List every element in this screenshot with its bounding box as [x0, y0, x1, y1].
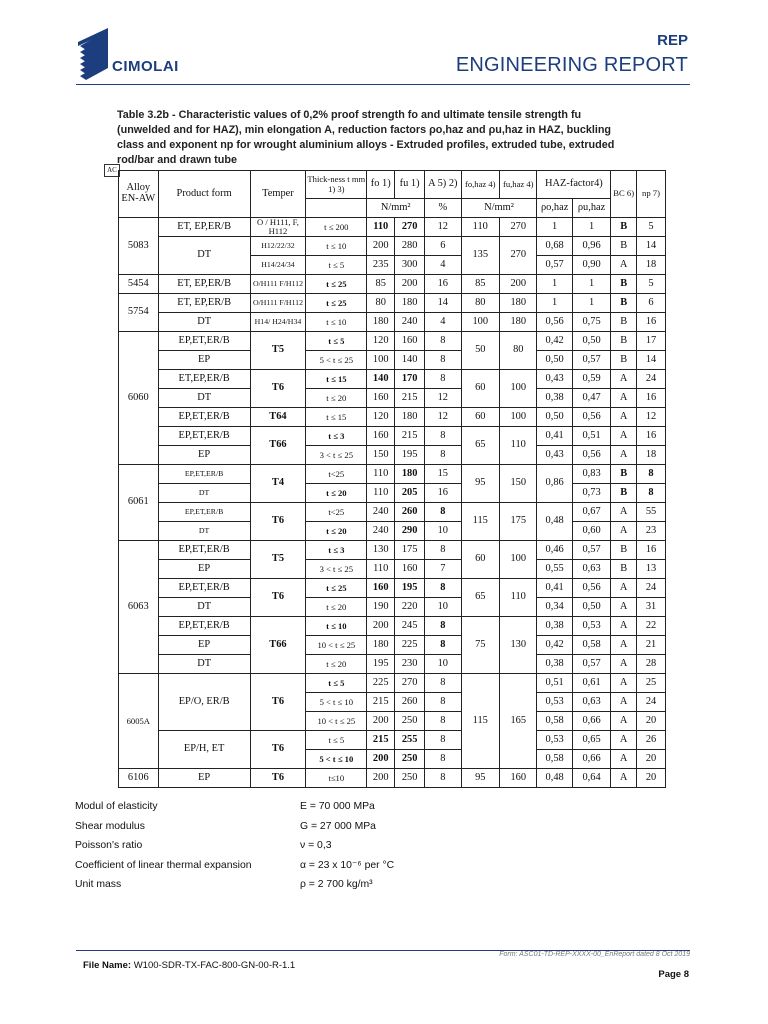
property-label: Modul of elasticity [75, 801, 158, 812]
col-fo: fo 1) [367, 171, 395, 199]
table-row: DT t ≤ 20 160 215 12 0,38 0,47 A 16 [119, 389, 666, 408]
logo-mark-icon [78, 28, 138, 84]
table-row: DT t ≤ 20 190 220 10 0,34 0,50 A 31 [119, 598, 666, 617]
table-row: H14/24/34 t ≤ 5 235 300 4 0,57 0,90 A 18 [119, 256, 666, 275]
report-title: ENGINEERING REPORT [455, 54, 688, 76]
property-value: α = 23 x 10⁻⁶ per °C [300, 859, 395, 871]
unit-nmm2-haz: N/mm² [461, 199, 537, 218]
col-bc: BC 6) [611, 171, 637, 218]
table-row: EP 5 < t ≤ 25 100 140 8 0,50 0,57 B 14 [119, 351, 666, 370]
property-label: Coefficient of linear thermal expansion [75, 859, 252, 871]
property-value: ν = 0,3 [300, 840, 332, 851]
col-haz-factor: HAZ-factor4) [537, 171, 611, 199]
table-row: 10 < t ≤ 25 200 250 8 0,58 0,66 A 20 [119, 712, 666, 731]
table-row: DT H12/22/32 t ≤ 10 200 280 6 135 270 0,68 0,96 B 14 [119, 237, 666, 256]
page-number: Page 8 [658, 969, 689, 980]
alloy-cell: 6061 [119, 465, 159, 541]
amendment-marker: AC [104, 164, 120, 177]
property-row [75, 836, 595, 856]
alloy-cell: 6063 [119, 541, 159, 674]
table-row: 5083 ET, EP,ER/B O / H111, F, H112 t ≤ 200 110 270 12 110 270 1 1 B 5 [119, 218, 666, 237]
table-row: EP 10 < t ≤ 25 180 225 8 0,42 0,58 A 21 [119, 636, 666, 655]
table-row: EP,ET,ER/B T6 t ≤ 25 160 195 8 65 110 0,41 0,56 A 24 [119, 579, 666, 598]
form-reference: Form: ASC01-TD-REP-XXXX-00_EnReport dated 8 Oct 2019 [499, 951, 690, 958]
logo-text: CIMOLAI [112, 58, 179, 75]
property-label: Poisson's ratio [75, 840, 143, 851]
table-row: DT t ≤ 20 240 290 10 0,60 A 23 [119, 522, 666, 541]
table-row: EP 3 < t ≤ 25 110 160 7 0,55 0,63 B 13 [119, 560, 666, 579]
alloy-properties-table [118, 170, 666, 788]
file-name-label: File Name: [83, 960, 134, 971]
table-row: 5454 ET, EP,ER/B O/H111 F/H112 t ≤ 25 85 200 16 85 200 1 1 B 5 [119, 275, 666, 294]
property-row [75, 856, 595, 876]
file-name-value: W100-SDR-TX-FAC-800-GN-00-R-1.1 [133, 960, 296, 971]
table-row: EP,ET,ER/B T66 t ≤ 10 200 245 8 75 130 0,38 0,53 A 22 [119, 617, 666, 636]
col-rho-u-haz: ρu,haz [572, 199, 611, 218]
unit-nmm2: N/mm² [367, 199, 425, 218]
table-caption: Table 3.2b - Characteristic values of 0,2% proof strength fo and ultimate tensile strength fu (unwelded and for HAZ), min elongation A, reduction factors ρo,haz and ρu,haz in HAZ, buckling class and exponent np for wrought aluminium alloys - Extruded profiles, extruded tube, extruded rod/bar and drawn tube [117, 109, 615, 166]
unit-percent: % [425, 199, 461, 218]
alloy-cell: 5454 [119, 275, 159, 294]
table-row: 6106 EP T6 t≤10 200 250 8 95 160 0,48 0,64 A 20 [119, 769, 666, 788]
col-fu-haz: fu,haz 4) [500, 171, 537, 199]
file-name [83, 960, 295, 971]
col-fu: fu 1) [395, 171, 425, 199]
alloy-cell: 5083 [119, 218, 159, 275]
table-row: DT t ≤ 20 110 205 16 0,73 B 8 [119, 484, 666, 503]
alloy-cell: 5754 [119, 294, 159, 332]
alloy-cell: 6106 [119, 769, 159, 788]
table-row: DT t ≤ 20 195 230 10 0,38 0,57 A 28 [119, 655, 666, 674]
table-row: 6005A EP/O, ER/B T6 t ≤ 5 225 270 8 115 165 0,51 0,61 A 25 [119, 674, 666, 693]
table-row: 5 < t ≤ 10 215 260 8 0,53 0,63 A 24 [119, 693, 666, 712]
report-code: REP [657, 32, 688, 49]
property-value: G = 27 000 MPa [300, 820, 376, 832]
header-divider [76, 84, 690, 85]
table-row: DT H14/ H24/H34 t ≤ 10 180 240 4 100 180 0,56 0,75 B 16 [119, 313, 666, 332]
col-temper: Temper [250, 171, 306, 218]
table-row: EP,ET,ER/B T66 t ≤ 3 160 215 8 65 110 0,41 0,51 A 16 [119, 427, 666, 446]
property-value: E = 70 000 MPa [300, 801, 375, 812]
table-row: ET,EP,ER/B T6 t ≤ 15 140 170 8 60 100 0,43 0,59 A 24 [119, 370, 666, 389]
table-row: 6063 EP,ET,ER/B T5 t ≤ 3 130 175 8 60 100 0,46 0,57 B 16 [119, 541, 666, 560]
alloy-cell: 6060 [119, 332, 159, 465]
table-row: 5 < t ≤ 10 200 250 8 0,58 0,66 A 20 [119, 750, 666, 769]
table-row: EP,ET,ER/B T6 t<25 240 260 8 115 175 0,48 0,67 A 55 [119, 503, 666, 522]
col-rho-o-haz: ρo,haz [537, 199, 572, 218]
alloy-cell: 6005A [119, 674, 159, 769]
material-properties [75, 797, 595, 895]
table-row: 6060 EP,ET,ER/B T5 t ≤ 5 120 160 8 50 80 0,42 0,50 B 17 [119, 332, 666, 351]
property-value: ρ = 2 700 kg/m³ [300, 879, 373, 890]
col-a: A 5) 2) [425, 171, 461, 199]
col-alloy: Alloy EN-AW [119, 171, 159, 218]
property-row [75, 817, 595, 837]
table-row: EP 3 < t ≤ 25 150 195 8 0,43 0,56 A 18 [119, 446, 666, 465]
table-row: EP,ET,ER/B T64 t ≤ 15 120 180 12 60 100 0,50 0,56 A 12 [119, 408, 666, 427]
col-np: np 7) [637, 171, 666, 218]
table-row: 5754 ET, EP,ER/B O/H111 F/H112 t ≤ 25 80 180 14 80 180 1 1 B 6 [119, 294, 666, 313]
unit-thickness-note [306, 199, 367, 218]
property-row [75, 797, 595, 817]
col-fo-haz: fo,haz 4) [461, 171, 500, 199]
table-row: 6061 EP,ET,ER/B T4 t<25 110 180 15 95 150 0,86 0,83 B 8 [119, 465, 666, 484]
property-label: Shear modulus [75, 820, 145, 832]
col-product-form: Product form [158, 171, 250, 218]
col-thickness: Thick-ness t mm 1) 3) [306, 171, 367, 199]
company-logo [78, 28, 198, 84]
table-row: EP/H, ET T6 t ≤ 5 215 255 8 0,53 0,65 A 26 [119, 731, 666, 750]
property-row [75, 875, 595, 895]
property-label: Unit mass [75, 879, 122, 890]
